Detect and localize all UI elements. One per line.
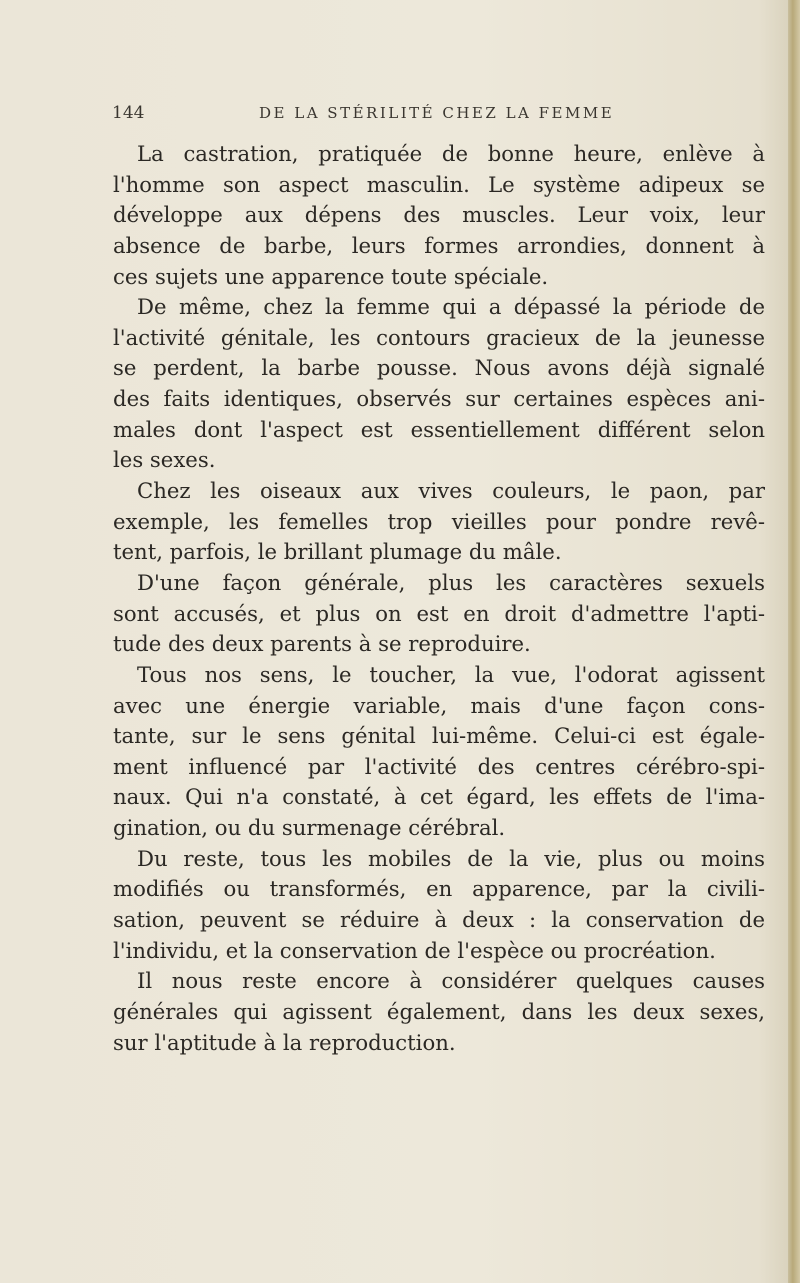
text-line: ces sujets une apparence toute spéciale. (113, 263, 549, 289)
text-line: sur l'aptitude à la reproduction. (113, 1029, 456, 1055)
text-line: Il nous reste encore à considérer quelques causes (137, 968, 765, 994)
body-text (113, 139, 765, 1058)
text-line: Du reste, tous les mobiles de la vie, plus ou moins (137, 845, 765, 871)
text-line: des faits identiques, observés sur certaines espèces ani- (113, 386, 765, 412)
text-line: se perdent, la barbe pousse. Nous avons déjà signalé (113, 355, 765, 381)
text-line: Chez les oiseaux aux vives couleurs, le paon, par (137, 478, 765, 504)
text-line: D'une façon générale, plus les caractères sexuels (137, 569, 765, 595)
text-line: modifiés ou transformés, en apparence, par la civili- (113, 876, 765, 902)
text-line: ment influencé par l'activité des centres cérébro-spi- (113, 753, 765, 779)
text-line: l'individu, et la conservation de l'espèce ou procréation. (113, 937, 716, 963)
text-line: l'homme son aspect masculin. Le système adipeux se (113, 171, 765, 197)
text-line: La castration, pratiquée de bonne heure, enlève à (137, 141, 765, 166)
text-line: générales qui agissent également, dans les deux sexes, (113, 998, 765, 1024)
text-line: gination, ou du surmenage cérébral. (113, 815, 506, 841)
text-line: l'activité génitale, les contours gracieux de la jeunesse (113, 324, 765, 350)
text-line: tent, parfois, le brillant plumage du mâle. (113, 539, 562, 565)
text-line: développe aux dépens des muscles. Leur voix, leur (113, 202, 765, 228)
page-header (112, 103, 762, 133)
text-line: sont accusés, et plus on est en droit d'admettre l'apti- (113, 600, 765, 626)
text-line: absence de barbe, leurs formes arrondies, donnent à (113, 232, 765, 258)
text-line: Tous nos sens, le toucher, la vue, l'odorat agissent (137, 661, 765, 687)
page-edge (788, 0, 800, 1283)
page-number: 144 (112, 103, 145, 123)
text-line: De même, chez la femme qui a dépassé la période de (137, 294, 765, 320)
text-line: tude des deux parents à se reproduire. (113, 631, 531, 657)
running-title: DE LA STÉRILITÉ CHEZ LA FEMME (259, 104, 615, 122)
text-line: naux. Qui n'a constaté, à cet égard, les effets de l'ima- (113, 784, 765, 810)
text-line: avec une énergie variable, mais d'une façon cons- (113, 692, 765, 718)
text-line: sation, peuvent se réduire à deux : la conservation de (113, 907, 765, 933)
text-line: tante, sur le sens génital lui-même. Celui-ci est égale- (113, 723, 765, 749)
text-line: les sexes. (113, 447, 216, 473)
text-line: exemple, les femelles trop vieilles pour pondre revê- (113, 508, 765, 534)
text-line: males dont l'aspect est essentiellement différent selon (113, 416, 765, 442)
